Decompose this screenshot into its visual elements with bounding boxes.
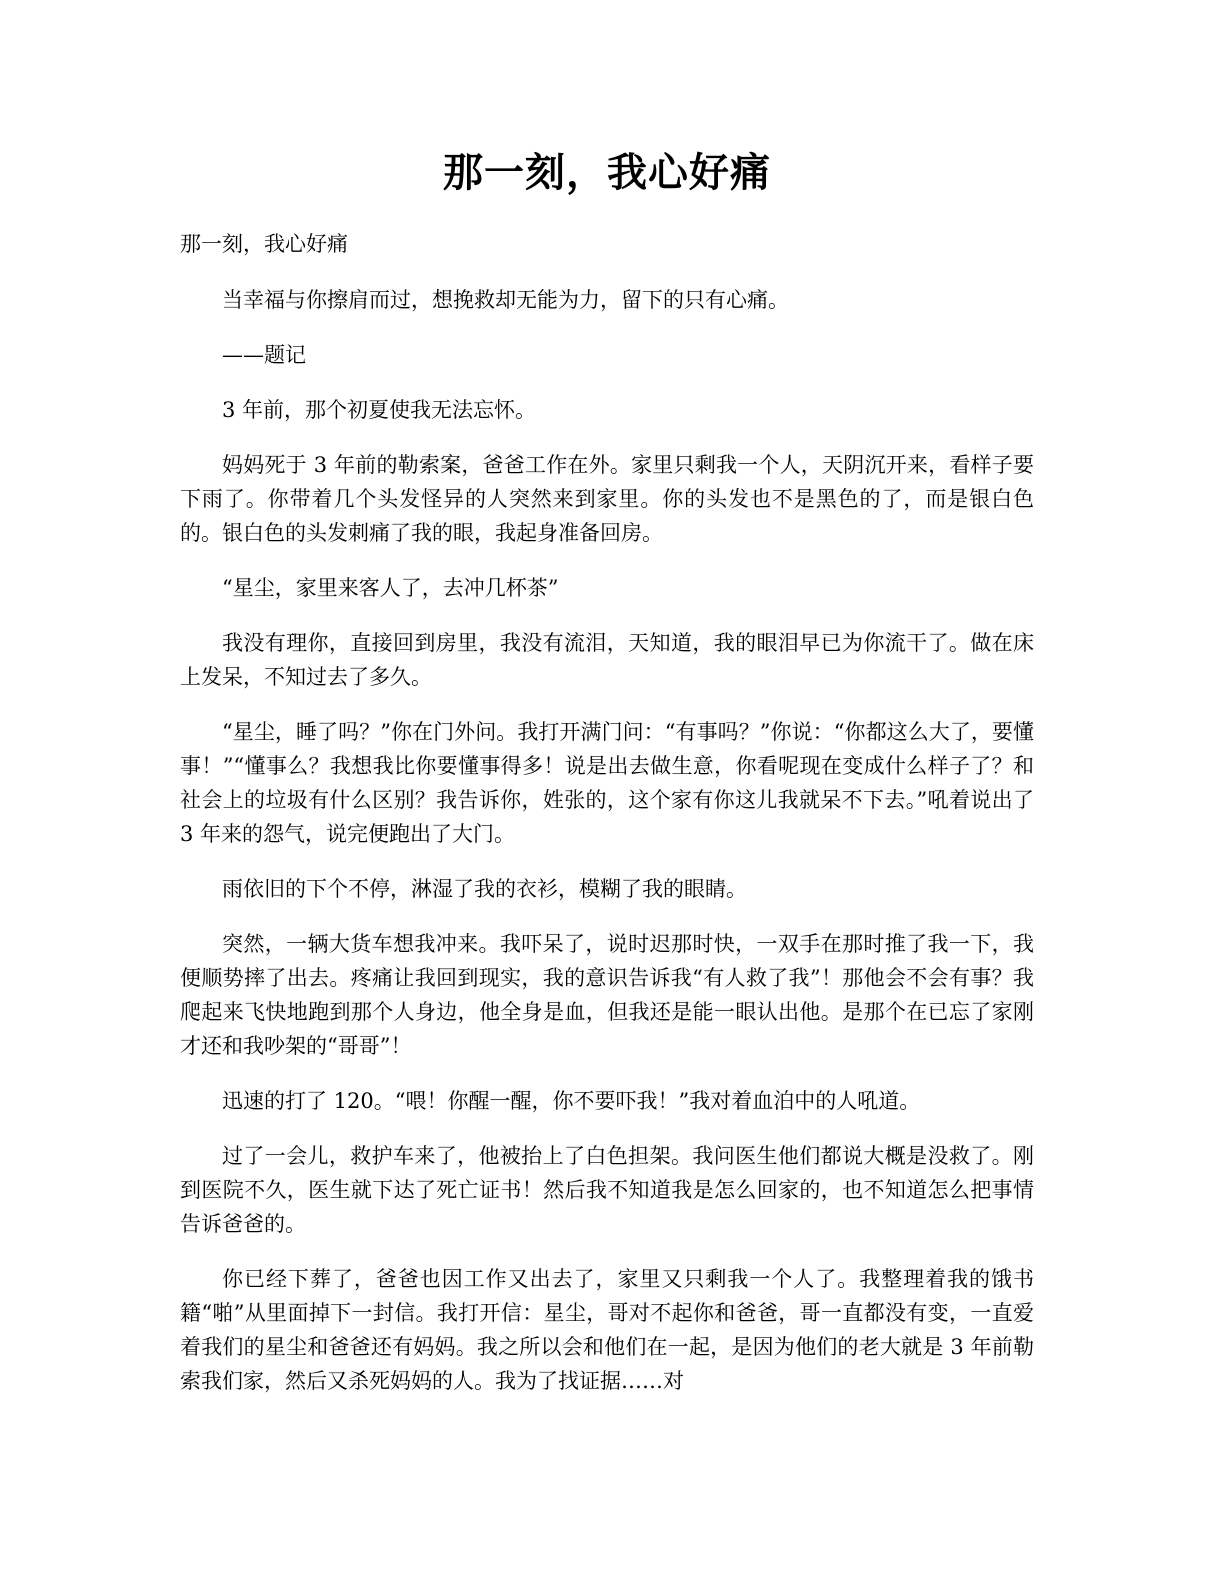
paragraph: 突然，一辆大货车想我冲来。我吓呆了，说时迟那时快，一双手在那时推了我一下，我便顺势摔了出去。疼痛让我回到现实，我的意识告诉我“有人救了我”！那他会不会有事？我爬起来飞快地跑到那个人身边，他全身是血，但我还是能一眼认出他。是那个在已忘了家刚才还和我吵架的“哥哥”！ <box>180 932 1034 1058</box>
paragraph: 妈妈死于 3 年前的勒索案，爸爸工作在外。家里只剩我一个人，天阴沉开来，看样子要下雨了。你带着几个头发怪异的人突然来到家里。你的头发也不是黑色的了，而是银白色的。银白色的头发刺痛了我的眼，我起身准备回房。 <box>180 453 1034 545</box>
paragraph-epigraph-attribution: ——题记 <box>222 343 306 367</box>
document-body <box>180 145 1034 1419</box>
paragraph-epigraph: 当幸福与你擦肩而过，想挽救却无能为力，留下的只有心痛。 <box>222 288 789 312</box>
paragraph: 雨依旧的下个不停，淋湿了我的衣衫，模糊了我的眼睛。 <box>222 877 747 901</box>
paragraph: 3 年前，那个初夏使我无法忘怀。 <box>222 398 537 422</box>
paragraph: 过了一会儿，救护车来了，他被抬上了白色担架。我问医生他们都说大概是没救了。刚到医院不久，医生就下达了死亡证书！然后我不知道我是怎么回家的，也不知道怎么把事情告诉爸爸的。 <box>180 1144 1034 1236</box>
paragraph: “星尘，睡了吗？”你在门外问。我打开满门问：“有事吗？”你说：“你都这么大了，要懂事！”“懂事么？我想我比你要懂事得多！说是出去做生意，你看呢现在变成什么样子了？和社会上的垃圾有什么区别？我告诉你，姓张的，这个家有你这儿我就呆不下去。”吼着说出了 3 年来的怨气，说完便跑出了大门。 <box>180 720 1034 846</box>
document-title: 那一刻，我心好痛 <box>443 149 771 196</box>
paragraph: “星尘，家里来客人了，去冲几杯茶” <box>222 576 559 600</box>
paragraph: 我没有理你，直接回到房里，我没有流泪，天知道，我的眼泪早已为你流干了。做在床上发呆，不知过去了多久。 <box>180 631 1034 689</box>
document-subtitle: 那一刻，我心好痛 <box>180 232 348 256</box>
paragraph: 迅速的打了 120。“喂！你醒一醒，你不要吓我！”我对着血泊中的人吼道。 <box>222 1089 921 1113</box>
paragraph: 你已经下葬了，爸爸也因工作又出去了，家里又只剩我一个人了。我整理着我的饿书籍“啪”从里面掉下一封信。我打开信：星尘，哥对不起你和爸爸，哥一直都没有变，一直爱着我们的星尘和爸爸还有妈妈。我之所以会和他们在一起，是因为他们的老大就是 3 年前勒索我们家，然后又杀死妈妈的人。我为了找证据……对 <box>180 1267 1034 1393</box>
